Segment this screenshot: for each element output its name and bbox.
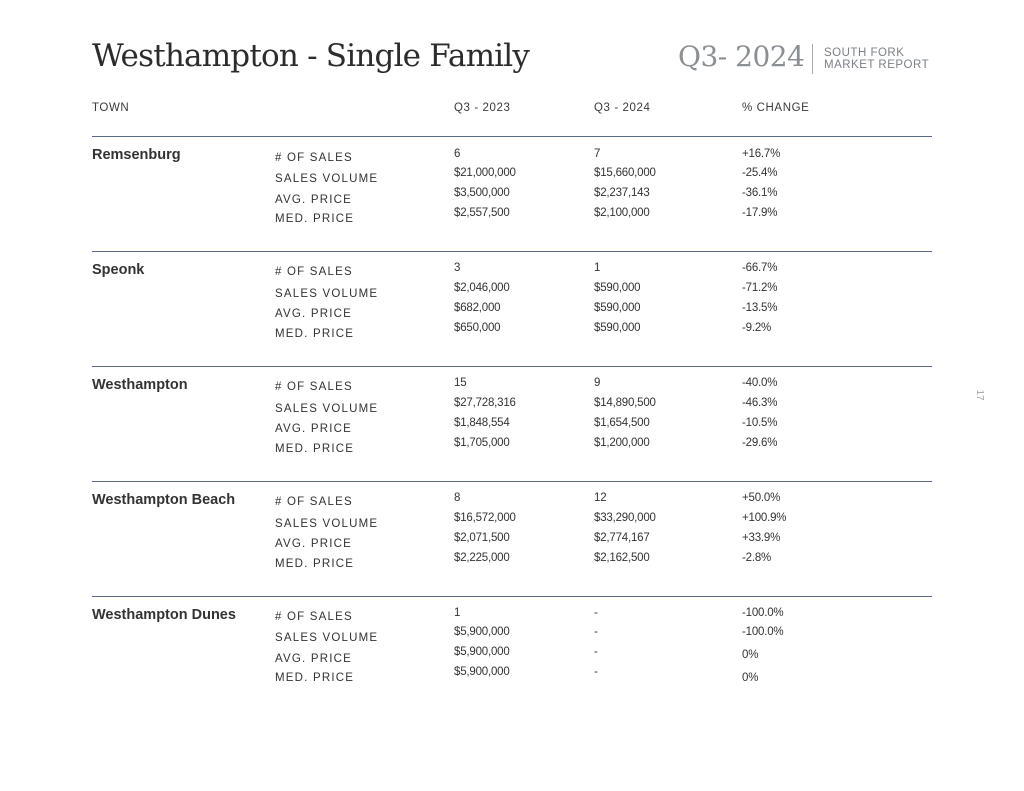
value-change: -40.0%	[742, 377, 778, 389]
value-q3-2024: $2,100,000	[594, 207, 650, 219]
metric-label-sales-count: # OF SALES	[275, 611, 353, 623]
metric-label-sales-volume: SALES VOLUME	[275, 518, 379, 530]
value-change: -25.4%	[742, 167, 778, 179]
value-change: -71.2%	[742, 282, 778, 294]
value-q3-2023: $3,500,000	[454, 187, 510, 199]
value-change: -66.7%	[742, 262, 778, 274]
metric-label-sales-volume: SALES VOLUME	[275, 632, 379, 644]
value-change: -29.6%	[742, 437, 778, 449]
report-quarter: Q3- 2024	[678, 40, 805, 73]
value-q3-2023: 15	[454, 377, 467, 389]
value-q3-2024: -	[594, 666, 598, 678]
metric-label-sales-volume: SALES VOLUME	[275, 288, 379, 300]
metric-label-avg-price: AVG. PRICE	[275, 308, 352, 320]
value-q3-2023: $682,000	[454, 302, 501, 314]
value-q3-2023: 8	[454, 492, 461, 504]
value-q3-2024: $1,654,500	[594, 417, 650, 429]
value-q3-2024: $2,774,167	[594, 532, 650, 544]
metric-label-avg-price: AVG. PRICE	[275, 194, 352, 206]
value-change: -2.8%	[742, 552, 772, 564]
metric-label-sales-volume: SALES VOLUME	[275, 173, 379, 185]
header-divider	[812, 44, 813, 74]
town-name: Speonk	[92, 262, 145, 278]
value-q3-2023: $2,557,500	[454, 207, 510, 219]
metric-label-med-price: MED. PRICE	[275, 558, 355, 570]
value-change: +100.9%	[742, 512, 787, 524]
value-q3-2023: $2,046,000	[454, 282, 510, 294]
metric-label-sales-volume: SALES VOLUME	[275, 403, 379, 415]
value-change: -17.9%	[742, 207, 778, 219]
value-q3-2023: $5,900,000	[454, 646, 510, 658]
value-q3-2024: $1,200,000	[594, 437, 650, 449]
metric-label-med-price: MED. PRICE	[275, 443, 355, 455]
town-section-westhampton	[92, 367, 932, 477]
value-q3-2024: 9	[594, 377, 601, 389]
metric-label-avg-price: AVG. PRICE	[275, 423, 352, 435]
value-q3-2023: $16,572,000	[454, 512, 516, 524]
column-header-town: TOWN	[92, 102, 130, 114]
metric-label-avg-price: AVG. PRICE	[275, 538, 352, 550]
value-q3-2023: $27,728,316	[454, 397, 516, 409]
page-title: Westhampton - Single Family	[92, 38, 530, 74]
value-q3-2024: 12	[594, 492, 607, 504]
value-q3-2023: $5,900,000	[454, 666, 510, 678]
town-name: Westhampton Dunes	[92, 607, 236, 623]
value-change: +50.0%	[742, 492, 781, 504]
metric-label-sales-count: # OF SALES	[275, 266, 353, 278]
town-section-westhampton-beach	[92, 482, 932, 592]
value-q3-2024: -	[594, 626, 598, 638]
value-q3-2024: $33,290,000	[594, 512, 656, 524]
value-q3-2024: $590,000	[594, 322, 641, 334]
value-change: 0%	[742, 649, 759, 661]
metric-label-med-price: MED. PRICE	[275, 213, 355, 225]
value-q3-2023: $650,000	[454, 322, 501, 334]
value-change: 0%	[742, 672, 759, 684]
town-name: Westhampton	[92, 377, 188, 393]
value-q3-2023: $1,705,000	[454, 437, 510, 449]
value-q3-2023: $1,848,554	[454, 417, 510, 429]
value-change: +16.7%	[742, 148, 781, 160]
column-header-change: % CHANGE	[742, 102, 810, 114]
metric-label-sales-count: # OF SALES	[275, 496, 353, 508]
metric-label-sales-count: # OF SALES	[275, 381, 353, 393]
value-q3-2024: -	[594, 607, 598, 619]
value-change: -46.3%	[742, 397, 778, 409]
value-change: -36.1%	[742, 187, 778, 199]
value-q3-2024: $2,237,143	[594, 187, 650, 199]
town-section-speonk	[92, 252, 932, 362]
value-change: -13.5%	[742, 302, 778, 314]
metric-label-med-price: MED. PRICE	[275, 672, 355, 684]
page-number: 17	[974, 389, 985, 401]
value-q3-2023: 3	[454, 262, 461, 274]
value-q3-2024: 7	[594, 148, 601, 160]
value-q3-2023: $2,225,000	[454, 552, 510, 564]
value-q3-2024: $14,890,500	[594, 397, 656, 409]
town-name: Westhampton Beach	[92, 492, 236, 508]
value-q3-2024: $590,000	[594, 282, 641, 294]
value-q3-2024: $15,660,000	[594, 167, 656, 179]
report-name-line1: SOUTH FORK	[824, 47, 905, 59]
value-change: -9.2%	[742, 322, 772, 334]
value-change: -10.5%	[742, 417, 778, 429]
value-q3-2023: 1	[454, 607, 461, 619]
town-section-remsenburg	[92, 137, 932, 247]
town-name: Remsenburg	[92, 147, 181, 163]
value-q3-2024: 1	[594, 262, 601, 274]
value-change: -100.0%	[742, 626, 784, 638]
metric-label-avg-price: AVG. PRICE	[275, 653, 352, 665]
town-section-westhampton-dunes	[92, 597, 932, 707]
value-change: -100.0%	[742, 607, 784, 619]
value-q3-2023: $21,000,000	[454, 167, 516, 179]
column-header-q3-2024: Q3 - 2024	[594, 102, 651, 114]
value-q3-2023: $5,900,000	[454, 626, 510, 638]
value-q3-2023: 6	[454, 148, 461, 160]
value-q3-2024: $590,000	[594, 302, 641, 314]
metric-label-med-price: MED. PRICE	[275, 328, 355, 340]
value-change: +33.9%	[742, 532, 781, 544]
metric-label-sales-count: # OF SALES	[275, 152, 353, 164]
column-header-q3-2023: Q3 - 2023	[454, 102, 511, 114]
value-q3-2023: $2,071,500	[454, 532, 510, 544]
report-name	[824, 47, 929, 71]
value-q3-2024: -	[594, 646, 598, 658]
report-name-line2: MARKET REPORT	[824, 59, 930, 71]
value-q3-2024: $2,162,500	[594, 552, 650, 564]
